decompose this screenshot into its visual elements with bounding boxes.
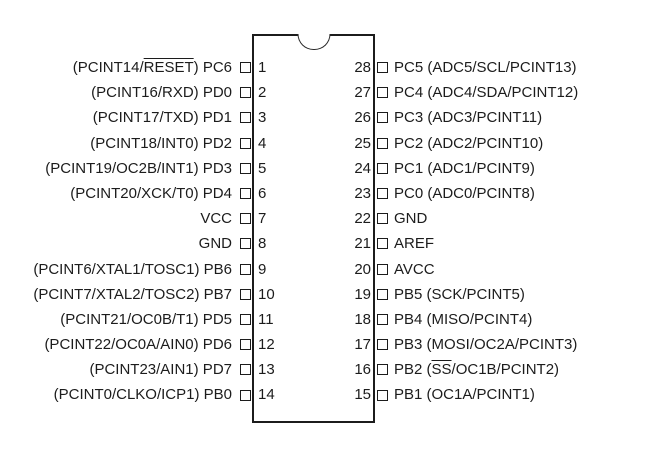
pin-number-right: 15 bbox=[354, 386, 371, 404]
pin-pad-right bbox=[377, 238, 388, 249]
pin-pad-left bbox=[240, 87, 251, 98]
pin-row bbox=[0, 257, 647, 282]
pin-label-segment: ) PC6 bbox=[193, 59, 232, 76]
pin-pad-right bbox=[377, 87, 388, 98]
pin-label-right bbox=[394, 105, 647, 130]
pin-pad-left bbox=[240, 138, 251, 149]
pin-label-right bbox=[394, 131, 647, 156]
pin-row bbox=[0, 156, 647, 181]
pin-pad-right bbox=[377, 339, 388, 350]
pin-label-segment: AVCC bbox=[394, 260, 435, 278]
orientation-notch bbox=[297, 34, 330, 50]
pin-pad-left bbox=[240, 339, 251, 350]
pin-number-right: 26 bbox=[354, 109, 371, 127]
pin-label-segment: PC0 (ADC0/PCINT8) bbox=[394, 184, 535, 202]
pin-label-left bbox=[0, 257, 232, 282]
pin-pad-left bbox=[240, 238, 251, 249]
pin-number-left: 1 bbox=[258, 59, 267, 76]
pin-label-left bbox=[0, 80, 232, 105]
pin-label-segment: (PCINT16/RXD) PD0 bbox=[91, 84, 232, 102]
pin-pad-left bbox=[240, 188, 251, 199]
pin-label-overline-segment: $\overline{SS}$ bbox=[431, 361, 452, 379]
pin-label-segment: PB2 ( bbox=[394, 361, 432, 379]
pin-label-right bbox=[394, 282, 647, 307]
pin-label-right bbox=[394, 181, 647, 206]
pin-label-left bbox=[0, 307, 232, 332]
pin-label-segment: VCC bbox=[200, 210, 232, 228]
pin-label-segment: (PCINT19/OC2B/INT1) PD3 bbox=[45, 159, 232, 177]
pin-number-right: 16 bbox=[354, 361, 371, 379]
pin-number-right: 25 bbox=[354, 134, 371, 152]
pin-label-segment: PC3 (ADC3/PCINT11) bbox=[394, 109, 543, 127]
pin-pad-left bbox=[240, 314, 251, 325]
pin-label-right bbox=[394, 357, 647, 382]
pin-row bbox=[0, 357, 647, 382]
pin-pad-right bbox=[377, 213, 388, 224]
pin-pad-left bbox=[240, 390, 251, 401]
pin-pad-right bbox=[377, 390, 388, 401]
pin-pad-right bbox=[377, 264, 388, 275]
pin-row bbox=[0, 231, 647, 256]
pin-pad-right bbox=[377, 138, 388, 149]
pin-number-right: 28 bbox=[354, 59, 371, 76]
pin-label-right bbox=[394, 80, 647, 105]
pin-pad-right bbox=[377, 289, 388, 300]
pin-label-right bbox=[394, 257, 647, 282]
pin-number-left: 6 bbox=[258, 184, 267, 202]
pin-number-left: 3 bbox=[258, 109, 267, 127]
pin-label-segment: (PCINT20/XCK/T0) PD4 bbox=[70, 184, 232, 202]
pin-label-segment: (PCINT14/ bbox=[72, 59, 144, 76]
pin-label-segment: PC5 (ADC5/SCL/PCINT13) bbox=[394, 59, 577, 76]
pin-row bbox=[0, 206, 647, 231]
pin-pad-right bbox=[377, 112, 388, 123]
pin-label-segment: (PCINT0/CLKO/ICP1) PB0 bbox=[53, 386, 232, 404]
pin-label-right bbox=[394, 307, 647, 332]
pin-pad-left bbox=[240, 364, 251, 375]
pin-row bbox=[0, 332, 647, 357]
pin-label-overline-segment: RESET bbox=[143, 59, 194, 76]
pin-row bbox=[0, 131, 647, 156]
pin-label-segment: AREF bbox=[394, 235, 435, 253]
pin-label-segment: PB4 (MISO/PCINT4) bbox=[394, 310, 533, 328]
pin-number-left: 8 bbox=[258, 235, 267, 253]
pin-label-left bbox=[0, 131, 232, 156]
pin-number-right: 18 bbox=[354, 310, 371, 328]
pin-label-left bbox=[0, 357, 232, 382]
pin-pad-right bbox=[377, 62, 388, 73]
pin-label-right bbox=[394, 382, 647, 407]
pin-row bbox=[0, 80, 647, 105]
pin-label-segment: (PCINT21/OC0B/T1) PD5 bbox=[60, 310, 232, 328]
pin-pad-right bbox=[377, 188, 388, 199]
pin-number-left: 2 bbox=[258, 84, 267, 102]
pin-label-segment: GND bbox=[394, 210, 428, 228]
pin-number-right: 22 bbox=[354, 210, 371, 228]
pin-row bbox=[0, 181, 647, 206]
pin-row bbox=[0, 55, 647, 80]
pin-pad-right bbox=[377, 314, 388, 325]
pin-label-segment: GND bbox=[198, 235, 232, 253]
pin-pad-left bbox=[240, 213, 251, 224]
pin-number-right: 17 bbox=[354, 336, 371, 354]
pin-label-segment: /OC1B/PCINT2) bbox=[451, 361, 560, 379]
pin-label-segment: PB1 (OC1A/PCINT1) bbox=[394, 386, 535, 404]
pin-pad-right bbox=[377, 163, 388, 174]
pin-number-left: 4 bbox=[258, 134, 267, 152]
pin-label-segment: PB5 (SCK/PCINT5) bbox=[394, 285, 525, 303]
pin-number-left: 11 bbox=[258, 310, 274, 328]
pin-rows bbox=[0, 55, 647, 408]
pin-label-left bbox=[0, 105, 232, 130]
pin-label-segment: (PCINT7/XTAL2/TOSC2) PB7 bbox=[33, 285, 232, 303]
pin-pad-left bbox=[240, 112, 251, 123]
pin-pad-left bbox=[240, 62, 251, 73]
pin-number-left: 14 bbox=[258, 386, 275, 404]
pin-pad-left bbox=[240, 289, 251, 300]
pin-number-left: 5 bbox=[258, 159, 267, 177]
pin-pad-right bbox=[377, 364, 388, 375]
pin-label-segment: PC1 (ADC1/PCINT9) bbox=[394, 159, 535, 177]
pin-label-right bbox=[394, 332, 647, 357]
pin-pad-left bbox=[240, 264, 251, 275]
pin-number-left: 13 bbox=[258, 361, 275, 379]
pin-label-left bbox=[0, 231, 232, 256]
pin-row bbox=[0, 382, 647, 407]
pin-row bbox=[0, 105, 647, 130]
pin-number-right: 20 bbox=[354, 260, 371, 278]
pin-number-right: 23 bbox=[354, 184, 371, 202]
pin-number-right: 21 bbox=[354, 235, 371, 253]
pin-label-segment: PC4 (ADC4/SDA/PCINT12) bbox=[394, 84, 579, 102]
pin-label-segment: (PCINT17/TXD) PD1 bbox=[92, 109, 232, 127]
pin-number-left: 10 bbox=[258, 285, 275, 303]
pin-number-left: 12 bbox=[258, 336, 275, 354]
pin-number-left: 7 bbox=[258, 210, 267, 228]
pin-label-segment: (PCINT23/AIN1) PD7 bbox=[89, 361, 232, 379]
pin-label-segment: (PCINT6/XTAL1/TOSC1) PB6 bbox=[33, 260, 232, 278]
pin-label-segment: PC2 (ADC2/PCINT10) bbox=[394, 134, 544, 152]
pin-number-left: 9 bbox=[258, 260, 267, 278]
pin-label-right bbox=[394, 231, 647, 256]
pin-label-segment: (PCINT18/INT0) PD2 bbox=[90, 134, 232, 152]
pin-label-left bbox=[0, 332, 232, 357]
pin-number-right: 24 bbox=[354, 159, 371, 177]
pin-label-right bbox=[394, 206, 647, 231]
pin-label-left bbox=[0, 55, 232, 80]
pin-label-left bbox=[0, 181, 232, 206]
pin-pad-left bbox=[240, 163, 251, 174]
pin-number-right: 27 bbox=[354, 84, 371, 102]
pin-label-left bbox=[0, 282, 232, 307]
pin-label-left bbox=[0, 156, 232, 181]
pin-label-segment: PB3 (MOSI/OC2A/PCINT3) bbox=[394, 336, 578, 354]
pin-label-right bbox=[394, 156, 647, 181]
pin-number-right: 19 bbox=[354, 285, 371, 303]
pin-row bbox=[0, 282, 647, 307]
pin-row bbox=[0, 307, 647, 332]
pin-label-segment: (PCINT22/OC0A/AIN0) PD6 bbox=[44, 336, 232, 354]
pin-label-right bbox=[394, 55, 647, 80]
pin-label-left bbox=[0, 382, 232, 407]
pin-label-left bbox=[0, 206, 232, 231]
